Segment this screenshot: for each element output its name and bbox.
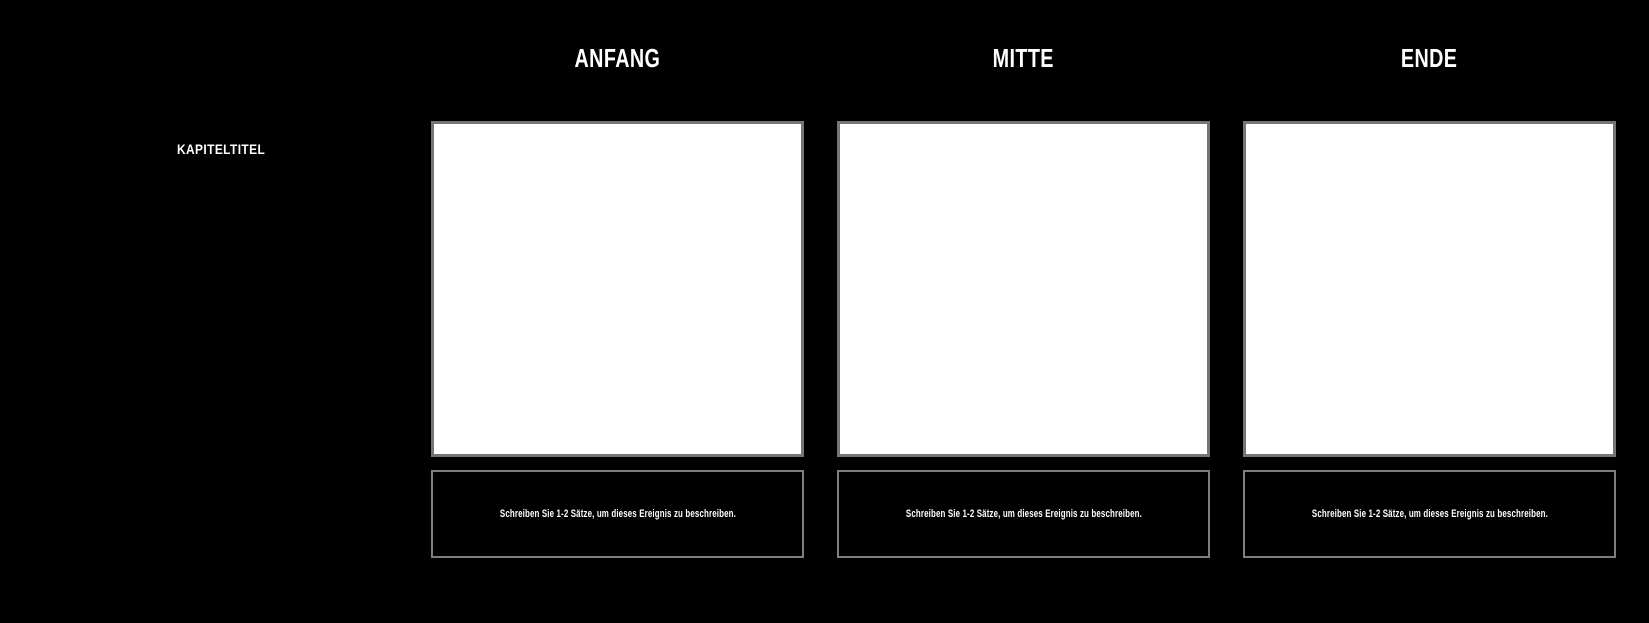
column-header-ende [1243, 44, 1616, 72]
image-cell-anfang[interactable] [431, 121, 804, 457]
column-header-mitte-label: MITTE [992, 43, 1055, 73]
description-cell-mitte[interactable] [837, 470, 1210, 558]
image-cell-mitte[interactable] [837, 121, 1210, 457]
row-label-chapter-title [177, 141, 281, 157]
column-header-mitte [837, 44, 1210, 72]
description-placeholder-anfang: Schreiben Sie 1-2 Sätze, um dieses Ereignis zu beschreiben. [499, 508, 736, 520]
description-placeholder-mitte: Schreiben Sie 1-2 Sätze, um dieses Ereignis zu beschreiben. [905, 508, 1142, 520]
image-cell-ende[interactable] [1243, 121, 1616, 457]
column-header-anfang-label: ANFANG [574, 43, 661, 73]
description-cell-anfang[interactable] [431, 470, 804, 558]
description-placeholder-ende: Schreiben Sie 1-2 Sätze, um dieses Ereignis zu beschreiben. [1311, 508, 1548, 520]
row-label-chapter-title-text: KAPITELTITEL [177, 141, 266, 157]
column-header-anfang [431, 44, 804, 72]
column-header-ende-label: ENDE [1401, 43, 1458, 73]
description-cell-ende[interactable] [1243, 470, 1616, 558]
